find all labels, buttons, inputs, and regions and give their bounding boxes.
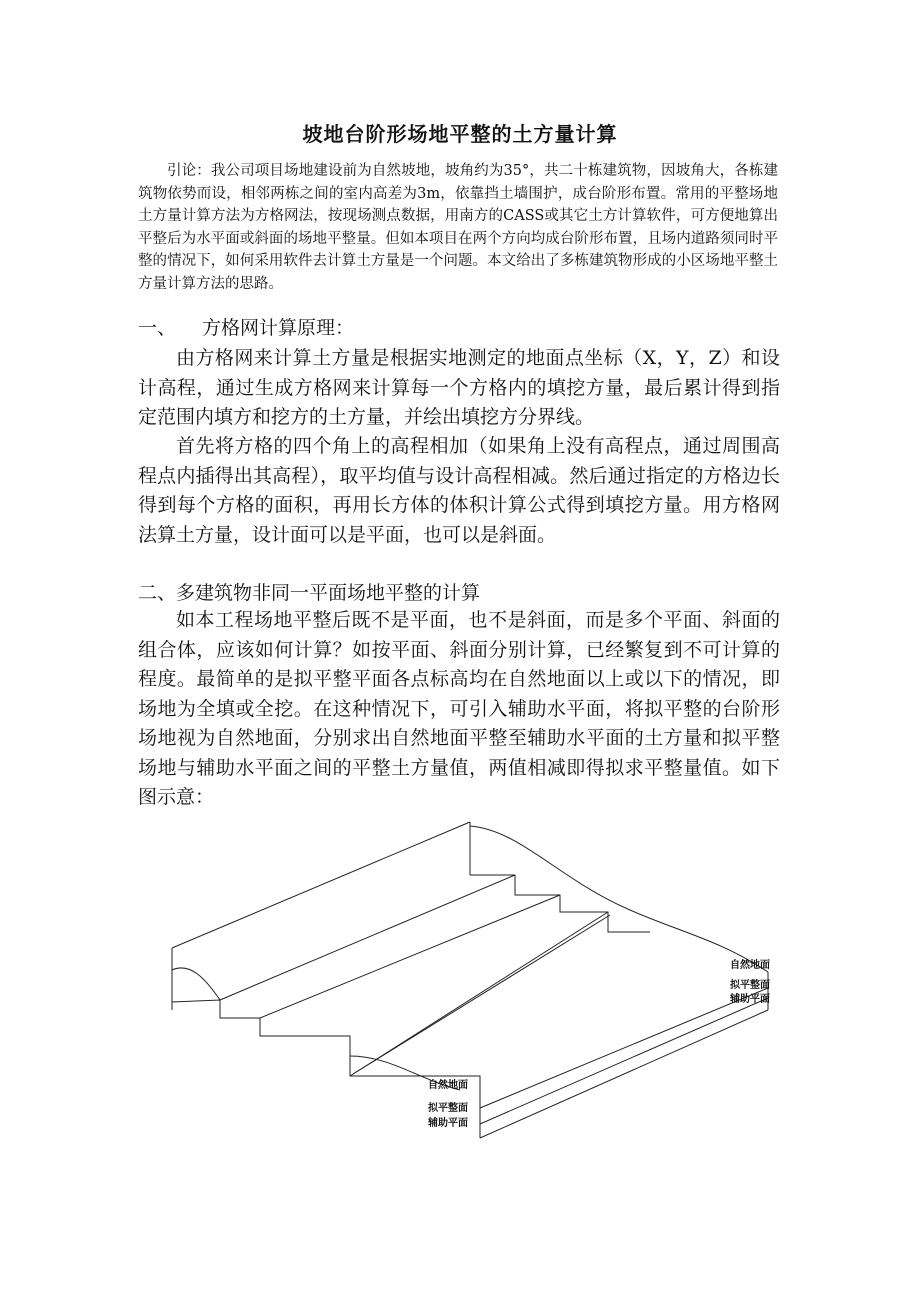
diagram-steps-back [470,875,650,932]
section1-paragraph-2: 首先将方格的四个角上的高程相加（如果角上没有高程点，通过周围高程点内插得出其高程），取平均值与设计高程相减。然后通过指定的方格边长得到每个方格的面积，再用长方体的体积计算公式得到填挖方量。用方格网法算土方量，设计面可以是平面，也可以是斜面。 [138,435,780,546]
diagram-front-bottom [480,1010,768,1138]
terrace-site-diagram [160,820,800,1160]
intro-paragraph: 引论：我公司项目场地建设前为自然坡地，坡角约为35°，共二十栋建筑物，因坡角大，各栋建筑物依势而设，相邻两栋之间的室内高差为3m，依靠挡土墙围护，成台阶形布置。常用的平整场地土方量计算方法为方格网法，按现场测点数据，用南方的CASS或其它土方计算软件，可方便地算出平整后为水平面或斜面的场地平整量。但如本项目在两个方向均成台阶形布置，且场内道路须同时平整的情况下，如何采用软件去计算土方量是一个问题。本文给出了多栋建筑物形成的小区场地平整土方量计算方法的思路。 [138,163,778,292]
diagram-right-label-auxiliary: 辅助平面 [730,994,770,1005]
section1-title: 方格网计算原理： [202,317,355,339]
diagram-front-label-natural: 自然地面 [428,1080,468,1091]
diagram-step-ridge-3b [353,915,610,1074]
section2-paragraph-1: 如本工程场地平整后既不是平面，也不是斜面，而是多个平面、斜面的组合体，应该如何计算？如按平面、斜面分别计算，已经繁复到不可计算的程度。最简单的是拟平整平面各点标高均在自然地面以上或以下的情况，即场地为全填或全挖。在这种情况下，可引入辅助水平面，将拟平整的台阶形场地视为自然地面，分别求出自然地面平整至辅助水平面的土方量和拟平整场地与辅助水平面之间的平整土方量值，两值相减即得拟求平整量值。如下图示意： [138,609,780,808]
diagram-front-label-auxiliary: 辅助平面 [428,1118,468,1129]
diagram-right-label-natural: 自然地面 [730,960,770,971]
diagram-step-ridge-2 [260,895,560,1018]
section2-heading: 二、多建筑物非同一平面场地平整的计算 [138,582,481,604]
diagram-front-mid [480,998,768,1124]
diagram-natural-ground-curve [470,826,768,972]
diagram-back-top-edge [172,822,470,948]
document-title: 坡地台阶形场地平整的土方量计算 [302,122,618,146]
section1-paragraph-1: 由方格网来计算土方量是根据实地测定的地面点坐标（X，Y，Z）和设计高程，通过生成方格网来计算每一个方格内的填挖方量，最后累计得到指定范围内填方和挖方的土方量，并绘出填挖方分界线。 [138,347,780,428]
diagram-left-natural-curve [172,968,220,1000]
diagram-step-ridge-1 [220,875,515,1000]
diagram-front-top [480,988,768,1108]
diagram-front-label-planned: 拟平整面 [428,1103,468,1114]
diagram-right-label-planned: 拟平整面 [730,980,770,991]
section1-number: 一、 [138,317,177,339]
section1-heading [138,313,354,340]
